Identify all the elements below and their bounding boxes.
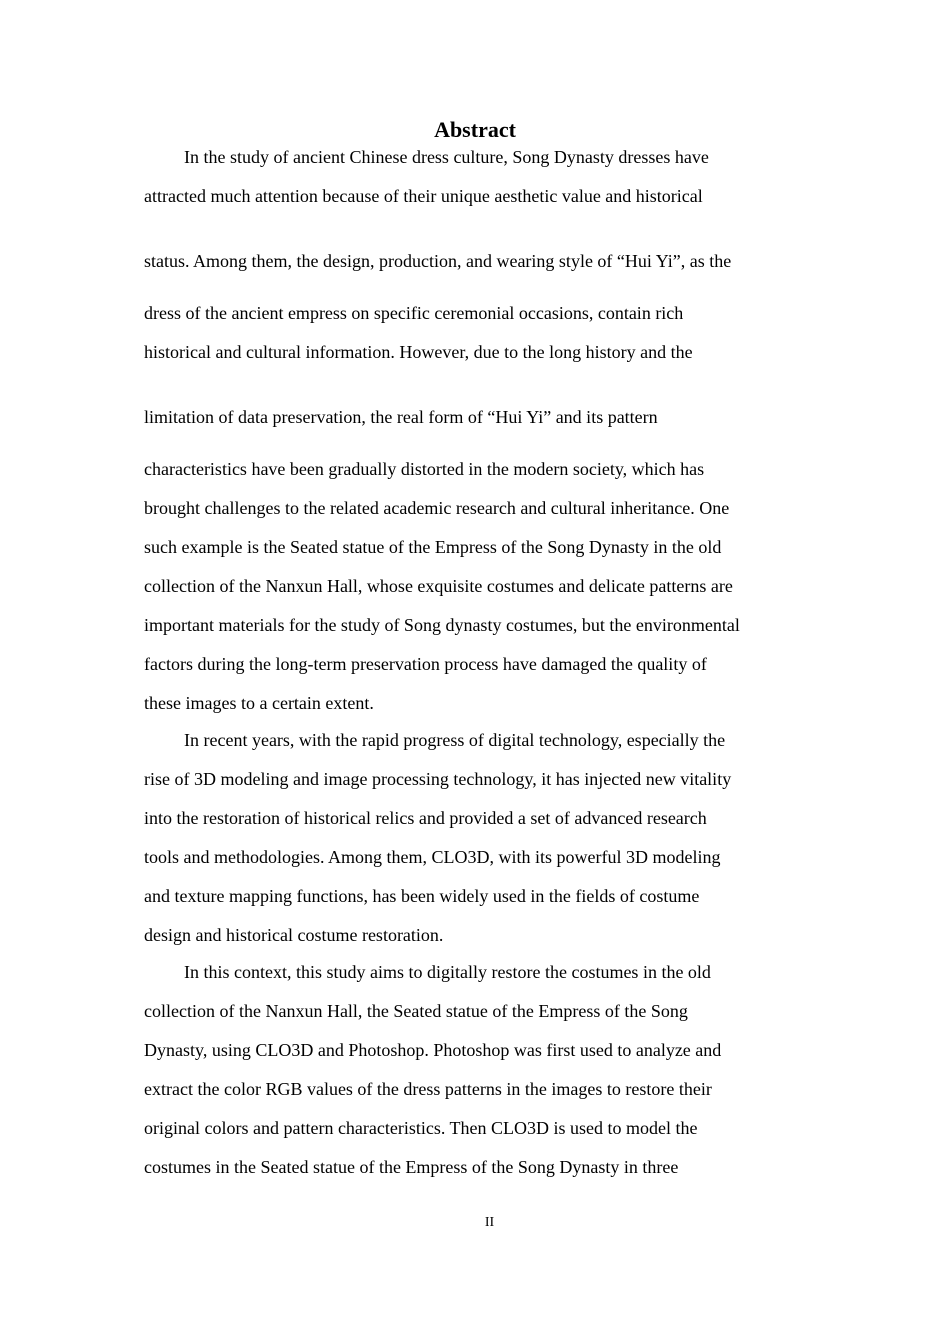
text-line: In this context, this study aims to digitally restore the costumes in the old xyxy=(184,962,711,982)
text-line: status. Among them, the design, production, and wearing style of “Hui Yi”, as the xyxy=(144,251,732,271)
text-line: collection of the Nanxun Hall, the Seated statue of the Empress of the Song xyxy=(144,1001,688,1021)
text-line: important materials for the study of Song dynasty costumes, but the environmental xyxy=(144,615,740,635)
text-line: these images to a certain extent. xyxy=(144,693,374,713)
text-line: In the study of ancient Chinese dress culture, Song Dynasty dresses have xyxy=(184,147,709,167)
text-line: collection of the Nanxun Hall, whose exquisite costumes and delicate patterns are xyxy=(144,576,733,596)
text-line: such example is the Seated statue of the Empress of the Song Dynasty in the old xyxy=(144,537,722,557)
text-line: factors during the long-term preservation process have damaged the quality of xyxy=(144,654,707,674)
text-line: brought challenges to the related academic research and cultural inheritance. One xyxy=(144,498,730,518)
text-line: original colors and pattern characteristics. Then CLO3D is used to model the xyxy=(144,1118,698,1138)
text-line: and texture mapping functions, has been widely used in the fields of costume xyxy=(144,886,700,906)
page-number: II xyxy=(484,1215,495,1230)
text-line: historical and cultural information. However, due to the long history and the xyxy=(144,342,693,362)
text-line: costumes in the Seated statue of the Empress of the Song Dynasty in three xyxy=(144,1157,679,1177)
text-line: rise of 3D modeling and image processing technology, it has injected new vitality xyxy=(144,769,732,789)
text-line: In recent years, with the rapid progress of digital technology, especially the xyxy=(184,730,726,750)
text-line: design and historical costume restoration. xyxy=(144,925,444,945)
text-line: attracted much attention because of their unique aesthetic value and historical xyxy=(144,186,703,206)
text-line: tools and methodologies. Among them, CLO3D, with its powerful 3D modeling xyxy=(144,847,721,867)
page-title: Abstract xyxy=(434,117,516,142)
text-line: limitation of data preservation, the real form of “Hui Yi” and its pattern xyxy=(144,407,658,427)
text-line: characteristics have been gradually distorted in the modern society, which has xyxy=(144,459,705,479)
text-line: dress of the ancient empress on specific ceremonial occasions, contain rich xyxy=(144,303,684,323)
text-line: extract the color RGB values of the dress patterns in the images to restore their xyxy=(144,1079,712,1099)
text-line: Dynasty, using CLO3D and Photoshop. Photoshop was first used to analyze and xyxy=(144,1040,722,1060)
text-line: into the restoration of historical relics and provided a set of advanced research xyxy=(144,808,707,828)
